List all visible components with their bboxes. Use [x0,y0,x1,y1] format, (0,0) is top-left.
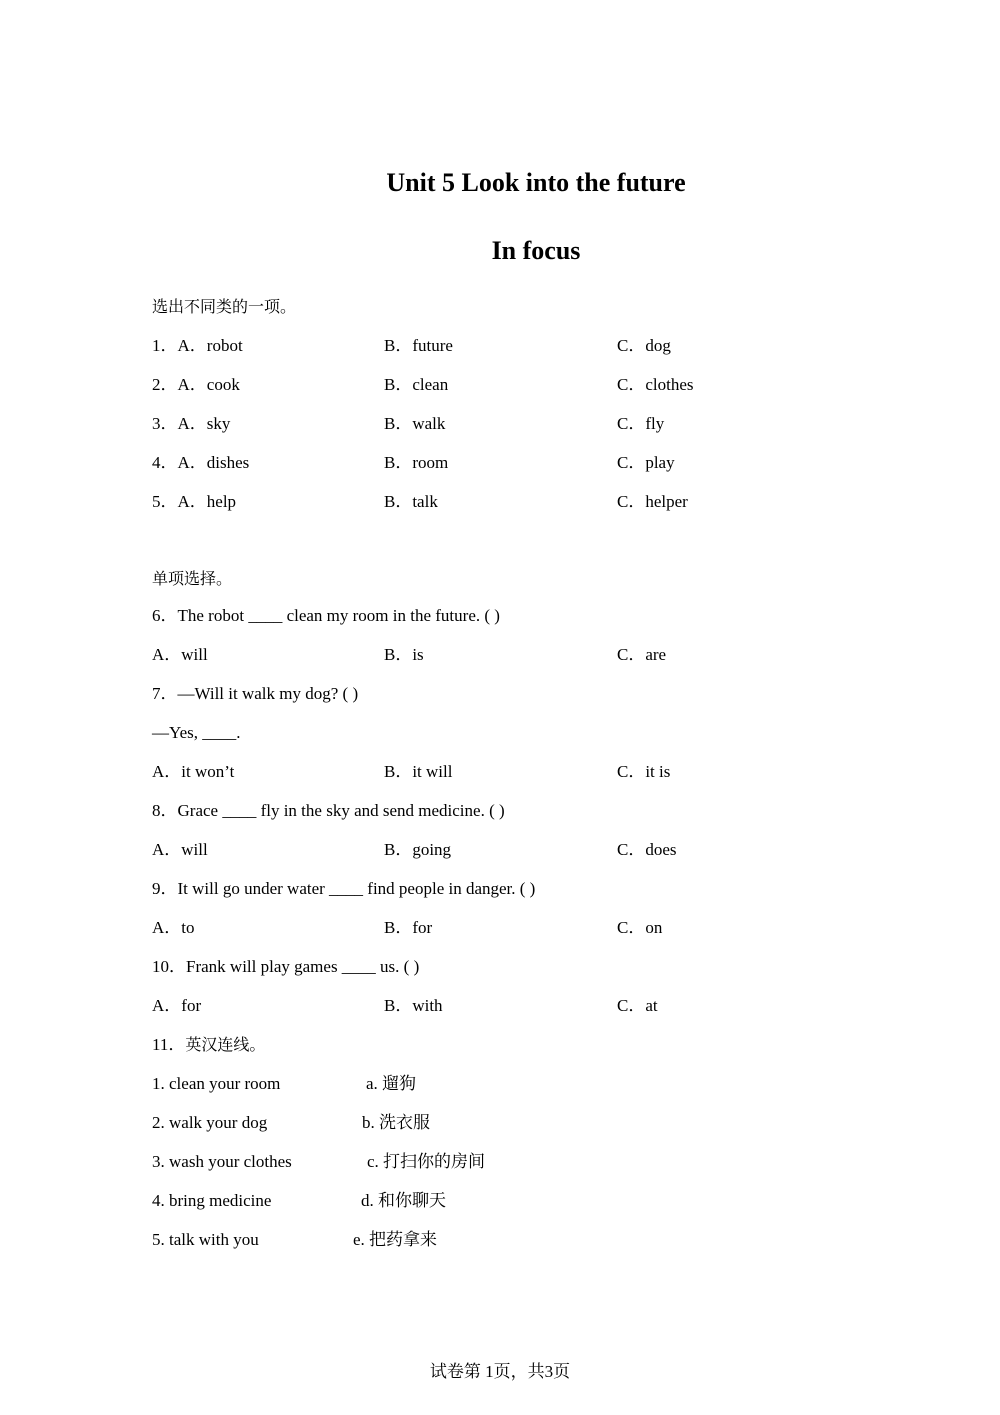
q8-option-a: A．will [152,840,208,859]
question-7-stem: 7．—Will it walk my dog? ( ) [152,684,359,703]
match-english: 2. walk your dog [152,1113,268,1132]
match-english: 3. wash your clothes [152,1152,292,1171]
page-subtitle: In focus [491,236,581,265]
section1-instruction: 选出不同类的一项。 [152,297,297,316]
question-8-stem: 8．Grace ____ fly in the sky and send medicine. ( ) [152,801,505,820]
option-b: B．walk [384,414,446,433]
q8-option-b: B．going [384,840,452,859]
q10-option-b: B．with [384,996,443,1015]
option-c: C．clothes [617,375,694,394]
q6-option-b: B．is [384,645,424,664]
q9-option-b: B．for [384,918,433,937]
q10-option-a: A．for [152,996,202,1015]
match-chinese: a. 遛狗 [366,1074,417,1093]
match-chinese: e. 把药拿来 [353,1230,438,1249]
question-9-stem: 9．It will go under water ____ find people in danger. ( ) [152,879,536,898]
section2-instruction: 单项选择。 [152,569,233,588]
match-english: 1. clean your room [152,1074,281,1093]
option-c: C．play [617,453,675,472]
match-english: 4. bring medicine [152,1191,272,1210]
option-c: C．fly [617,414,665,433]
match-chinese: d. 和你聊天 [361,1191,446,1210]
option-b: B．future [384,336,453,355]
match-chinese: b. 洗衣服 [362,1113,430,1132]
option-a: 2．A．cook [152,375,240,394]
page-footer: 试卷第 1页，共3页 [429,1362,571,1381]
option-a: 3．A．sky [152,414,231,433]
option-a: 5．A．help [152,492,237,511]
option-a: 4．A．dishes [152,453,250,472]
option-b: B．talk [384,492,438,511]
option-c: C．dog [617,336,671,355]
option-b: B．room [384,453,449,472]
q7-option-b: B．it will [384,762,453,781]
q9-option-a: A．to [152,918,195,937]
match-chinese: c. 打扫你的房间 [367,1152,486,1171]
question-6-stem: 6．The robot ____ clean my room in the future. ( ) [152,606,500,625]
option-b: B．clean [384,375,449,394]
option-c: C．helper [617,492,688,511]
q7-option-c: C．it is [617,762,671,781]
q7-option-a: A．it won’t [152,762,235,781]
option-a: 1．A．robot [152,336,243,355]
match-english: 5. talk with you [152,1230,259,1249]
q10-option-c: C．at [617,996,658,1015]
q6-option-c: C．are [617,645,667,664]
question-10-stem: 10．Frank will play games ____ us. ( ) [152,957,420,976]
page-title: Unit 5 Look into the future [386,168,686,197]
question-11-heading: 11．英汉连线。 [152,1035,266,1054]
q9-option-c: C．on [617,918,663,937]
q6-option-a: A．will [152,645,208,664]
question-7-stem-2: —Yes, ____. [152,723,241,742]
q8-option-c: C．does [617,840,677,859]
